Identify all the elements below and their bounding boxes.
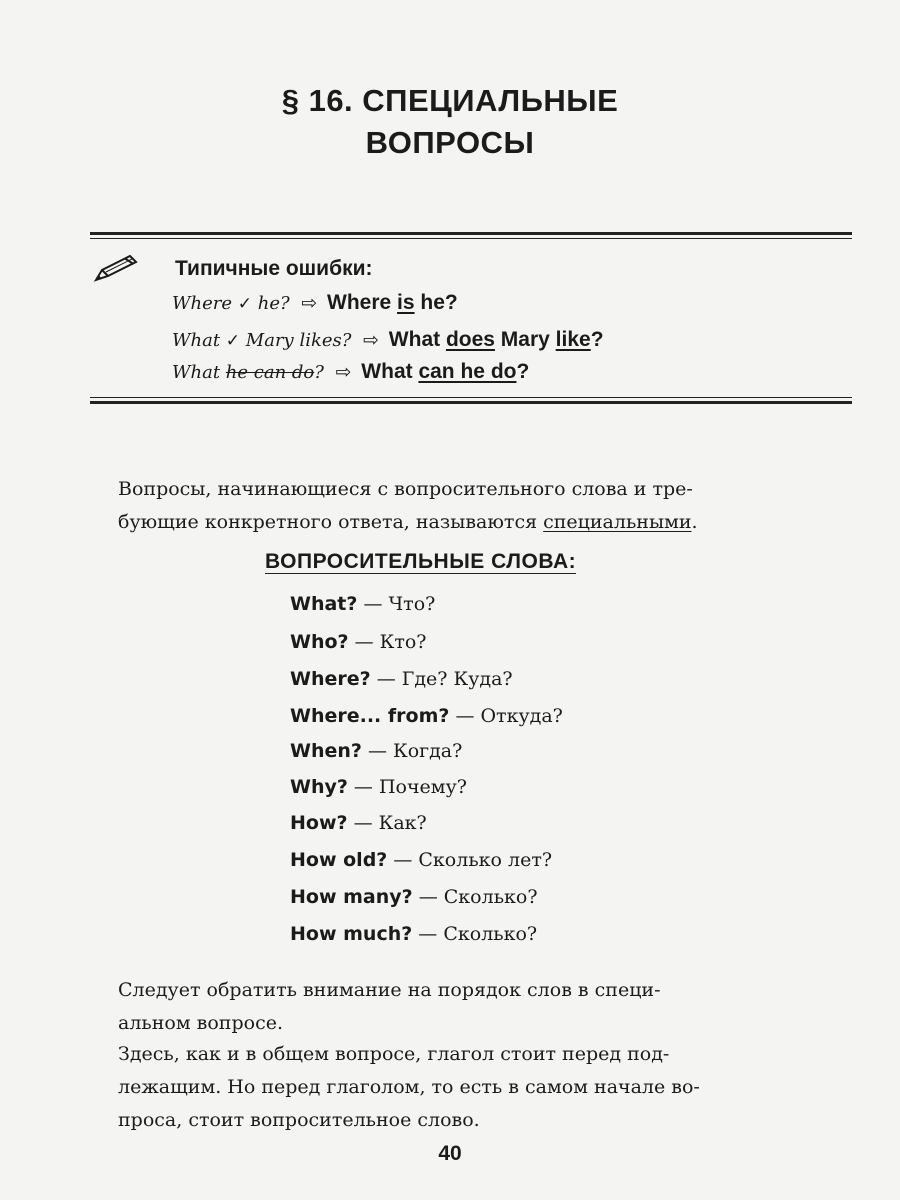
question-word: Where... from? — Откуда? <box>290 705 563 727</box>
struck-words: he can do <box>225 362 315 383</box>
errors-box-top-rule <box>90 232 852 239</box>
pencil-icon <box>92 252 140 284</box>
error-row-2: What ✓ Mary likes? ⇨ What does Mary like? <box>172 328 604 351</box>
question-word: Why? — Почему? <box>290 776 467 798</box>
page-title <box>0 80 900 164</box>
question-word: How much? — Сколько? <box>290 923 538 945</box>
question-word: What? — Что? <box>290 593 436 615</box>
check-mark-icon: ✓ <box>237 294 252 314</box>
check-mark-icon: ✓ <box>225 331 241 351</box>
term-special: специальными <box>543 511 692 533</box>
arrow-icon: ⇨ <box>301 292 318 314</box>
question-word: How? — Как? <box>290 812 427 834</box>
typical-errors-heading: Типичные ошибки: <box>175 257 373 280</box>
page-number: 40 <box>438 1142 462 1165</box>
error-row-1: Where ✓ he? ⇨ Where is he? <box>172 291 458 314</box>
question-word: How many? — Сколько? <box>290 886 538 908</box>
word-order-note: Следует обратить внимание на порядок слов в специ- альном вопросе. <box>118 979 661 1034</box>
question-word: When? — Когда? <box>290 740 463 762</box>
question-word: Where? — Где? Куда? <box>290 668 513 690</box>
title-line-1: § 16. СПЕЦИАЛЬНЫЕ <box>281 83 619 118</box>
errors-box-bottom-rule <box>90 397 852 404</box>
question-word: How old? — Сколько лет? <box>290 849 553 871</box>
error-row-3: What he can do? ⇨ What can he do? <box>172 360 530 383</box>
intro-paragraph: Вопросы, начинающиеся с вопросительного слова и тре- бующие конкретного ответа, называются специальными. <box>118 478 698 533</box>
arrow-icon: ⇨ <box>363 329 380 351</box>
arrow-icon: ⇨ <box>335 361 352 383</box>
question-word: Who? — Кто? <box>290 631 427 653</box>
title-line-2: ВОПРОСЫ <box>365 125 535 160</box>
verb-position-note: Здесь, как и в общем вопросе, глагол стоит перед под- лежащим. Но перед глаголом, то есть в самом начале во- проса, стоит вопросительное слово. <box>118 1043 700 1131</box>
question-words-title: ВОПРОСИТЕЛЬНЫЕ СЛОВА: <box>265 550 577 573</box>
